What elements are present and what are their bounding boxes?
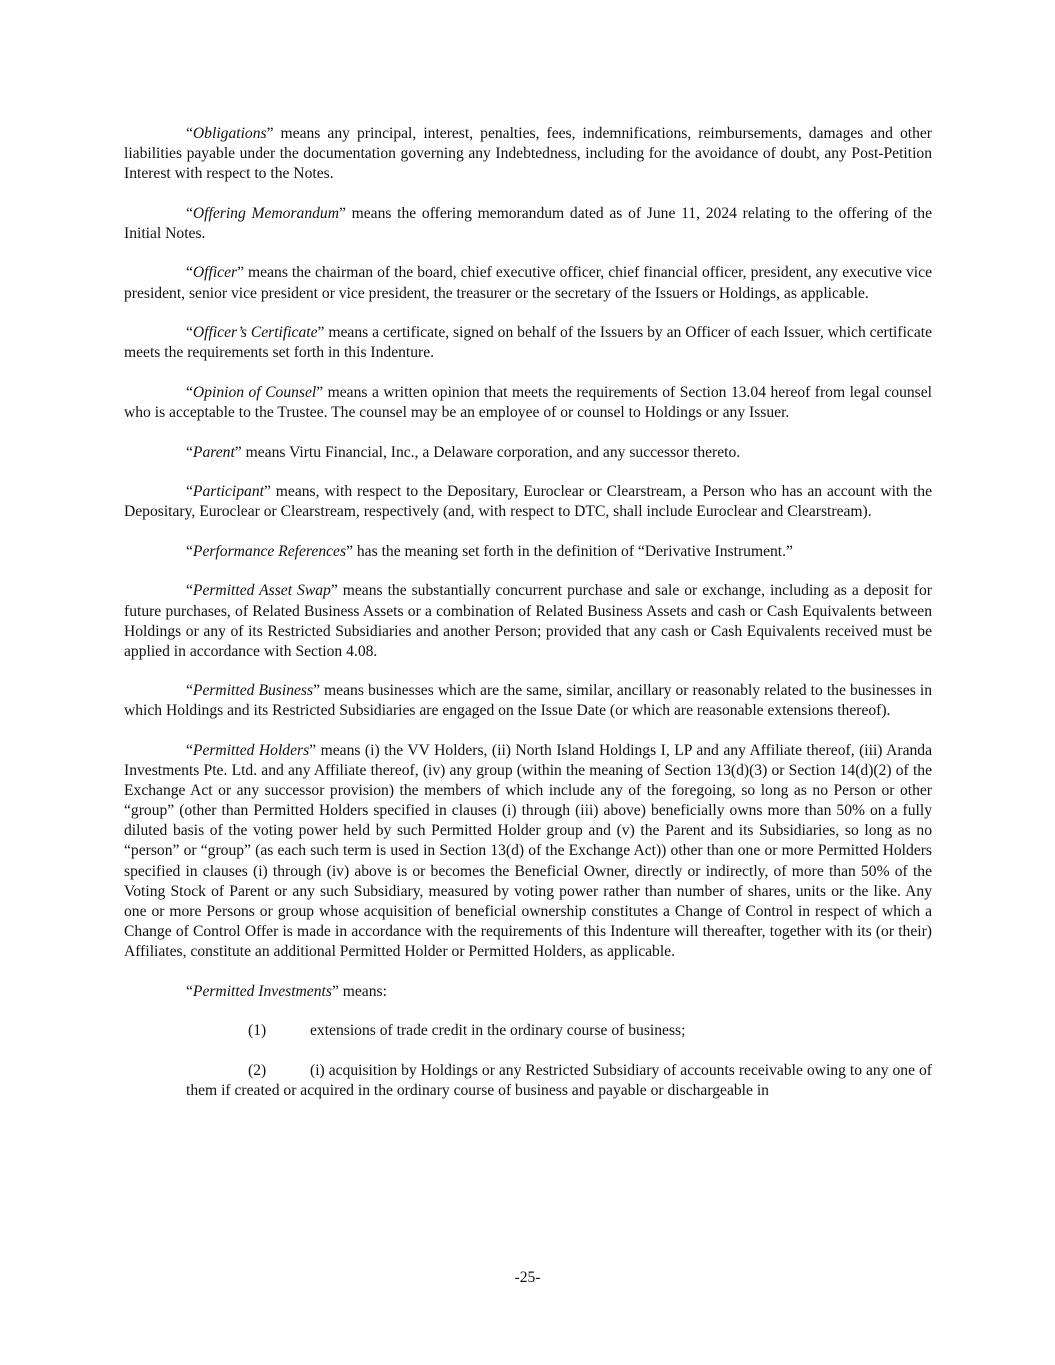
list-item xyxy=(186,1021,932,1041)
defined-term: Permitted Business xyxy=(192,682,314,700)
definition-text: means the offering memorandum dated as of June 11, 2024 relating to the offering of the Initial Notes. xyxy=(124,204,932,242)
definition-text: means: xyxy=(338,982,387,1000)
defined-term: Opinion of Counsel xyxy=(192,383,317,401)
defined-term: Permitted Holders xyxy=(192,741,310,759)
definition-permitted-business: “Permitted Business” means businesses which are the same, similar, ancillary or reasonably related to the businesses in which Holdings and its Restricted Subsidiaries are engaged on the Issue Date (or which are reasonable extensions thereof). xyxy=(124,682,932,720)
definition-parent: “Parent” means Virtu Financial, Inc., a Delaware corporation, and any successor thereto. xyxy=(186,443,741,461)
definition-permitted-asset-swap: “Permitted Asset Swap” means the substantially concurrent purchase and sale or exchange, including as a deposit for future purchases, of Related Business Assets or a combination of Related Business Assets and cash or Cash Equivalents between Holdings or any of its Restricted Subsidiaries and another Person; provided that any cash or Cash Equivalents received must be applied in accordance with Section 4.08. xyxy=(124,582,932,660)
definition-officer: “Officer” means the chairman of the board, chief executive officer, chief financial officer, president, any executive vice president, senior vice president or vice president, the treasurer or the secretary of the Issuers or Holdings, as applicable. xyxy=(124,264,932,302)
item-number: (1) xyxy=(248,1022,267,1040)
defined-term: Offering Memorandum xyxy=(192,204,339,222)
definition-text: means (i) the VV Holders, (ii) North Island Holdings I, LP and any Affiliate thereof, (iii) Aranda Investments Pte. Ltd. and any Affiliate thereof, (iv) any group (within the meaning of Section 13(d)(3) or Section 14(d)(2) of the Exchange Act or any successor provision) the members of which include any of the foregoing, so long as no Person or other “group” (other than Permitted Holders specified in clauses (i) through (iii) above) beneficially owns more than 50% on a fully diluted basis of the voting power held by such Permitted Holder group and (v) the Parent and its Subsidiaries, so long as no “person” or “group” (as each such term is used in Section 13(d) of the Exchange Act)) other than one or more Permitted Holders specified in clauses (i) through (iv) above is or becomes the Beneficial Owner, directly or indirectly, of more than 50% of the Voting Stock of Parent or any such Subsidiary, measured by voting power rather than number of shares, units or the like. Any one or more Persons or group whose acquisition of beneficial ownership constitutes a Change of Control in respect of which a Change of Control Offer is made in accordance with the requirements of this Indenture will thereafter, together with its (or their) Affiliates, constitute an additional Permitted Holder or Permitted Holders, as applicable. xyxy=(124,741,933,960)
defined-term: Participant xyxy=(192,483,264,501)
definition-text: means a certificate, signed on behalf of the Issuers by an Officer of each Issuer, which certificate meets the requirements set forth in this Indenture. xyxy=(124,324,932,362)
definition-permitted-investments: “Permitted Investments” means: xyxy=(186,982,387,1000)
defined-term: Officer xyxy=(192,264,238,282)
item-text: (i) acquisition by Holdings or any Restricted Subsidiary of accounts receivable owing to any one of them if created or acquired in the ordinary course of business and payable or dischargeable in xyxy=(186,1061,932,1099)
item-text: extensions of trade credit in the ordinary course of business; xyxy=(310,1022,686,1040)
list-item xyxy=(186,1061,932,1101)
definition-text: means the chairman of the board, chief executive officer, chief financial officer, president, any executive vice president, senior vice president or vice president, the treasurer or the secretary of the Issuers or Holdings, as applicable. xyxy=(124,264,932,302)
page-number: -25- xyxy=(514,1269,541,1286)
definition-opinion-of-counsel: “Opinion of Counsel” means a written opinion that meets the requirements of Section 13.04 hereof from legal counsel who is acceptable to the Trustee. The counsel may be an employee of or counsel to Holdings or any Issuer. xyxy=(124,383,932,421)
definition-offering-memorandum: “Offering Memorandum” means the offering memorandum dated as of June 11, 2024 relating to the offering of the Initial Notes. xyxy=(124,204,932,242)
definition-text: means the substantially concurrent purchase and sale or exchange, including as a deposit for future purchases, of Related Business Assets or a combination of Related Business Assets and cash or Cash Equivalents between Holdings or any of its Restricted Subsidiaries and another Person; provided that any cash or Cash Equivalents received must be applied in accordance with Section 4.08. xyxy=(124,582,932,660)
document-page xyxy=(124,124,932,1120)
definition-text: means Virtu Financial, Inc., a Delaware corporation, and any successor thereto. xyxy=(241,443,741,461)
defined-term: Permitted Asset Swap xyxy=(192,582,331,600)
definition-participant: “Participant” means, with respect to the Depositary, Euroclear or Clearstream, a Person who has an account with the Depositary, Euroclear or Clearstream, respectively (and, with respect to DTC, shall include Euroclear and Clearstream). xyxy=(124,483,932,521)
definition-text: has the meaning set forth in the definition of “Derivative Instrument.” xyxy=(352,542,793,560)
definition-permitted-holders: “Permitted Holders” means (i) the VV Holders, (ii) North Island Holdings I, LP and any Affiliate thereof, (iii) Aranda Investments Pte. Ltd. and any Affiliate thereof, (iv) any group (within the meaning of Section 13(d)(3) or Section 14(d)(2) of the Exchange Act or any successor provision) the members of which include any of the foregoing, so long as no Person or other “group” (other than Permitted Holders specified in clauses (i) through (iii) above) beneficially owns more than 50% on a fully diluted basis of the voting power held by such Permitted Holder group and (v) the Parent and its Subsidiaries, so long as no “person” or “group” (as each such term is used in Section 13(d) of the Exchange Act)) other than one or more Permitted Holders specified in clauses (i) through (iv) above is or becomes the Beneficial Owner, directly or indirectly, of more than 50% of the Voting Stock of Parent or any such Subsidiary, measured by voting power rather than number of shares, units or the like. Any one or more Persons or group whose acquisition of beneficial ownership constitutes a Change of Control in respect of which a Change of Control Offer is made in accordance with the requirements of this Indenture will thereafter, together with its (or their) Affiliates, constitute an additional Permitted Holder or Permitted Holders, as applicable. xyxy=(124,741,933,960)
definition-text: means, with respect to the Depositary, Euroclear or Clearstream, a Person who has an account with the Depositary, Euroclear or Clearstream, respectively (and, with respect to DTC, shall include Euroclear and Clearstream). xyxy=(124,483,932,521)
defined-term: Officer’s Certificate xyxy=(192,324,318,342)
defined-term: Obligations xyxy=(192,125,267,142)
defined-term: Performance References xyxy=(192,542,347,560)
defined-term: Permitted Investments xyxy=(192,982,332,1000)
definition-text: means a written opinion that meets the requirements of Section 13.04 hereof from legal counsel who is acceptable to the Trustee. The counsel may be an employee of or counsel to Holdings or any Issuer. xyxy=(124,383,932,421)
definition-obligations: “Obligations” means any principal, interest, penalties, fees, indemnifications, reimbursements, damages and other liabilities payable under the documentation governing any Indebtedness, including for the avoidance of doubt, any Post-Petition Interest with respect to the Notes. xyxy=(124,125,932,183)
definition-text: means businesses which are the same, similar, ancillary or reasonably related to the businesses in which Holdings and its Restricted Subsidiaries are engaged on the Issue Date (or which are reasonable extensions thereof). xyxy=(124,682,932,720)
definition-text: means any principal, interest, penalties, fees, indemnifications, reimbursements, damages and other liabilities payable under the documentation governing any Indebtedness, including for the avoidance of doubt, any Post-Petition Interest with respect to the Notes. xyxy=(124,125,932,183)
definition-officers-certificate: “Officer’s Certificate” means a certificate, signed on behalf of the Issuers by an Officer of each Issuer, which certificate meets the requirements set forth in this Indenture. xyxy=(124,324,932,362)
item-number: (2) xyxy=(248,1061,267,1079)
defined-term: Parent xyxy=(192,443,235,461)
definition-performance-references: “Performance References” has the meaning set forth in the definition of “Derivative Instrument.” xyxy=(186,542,793,560)
